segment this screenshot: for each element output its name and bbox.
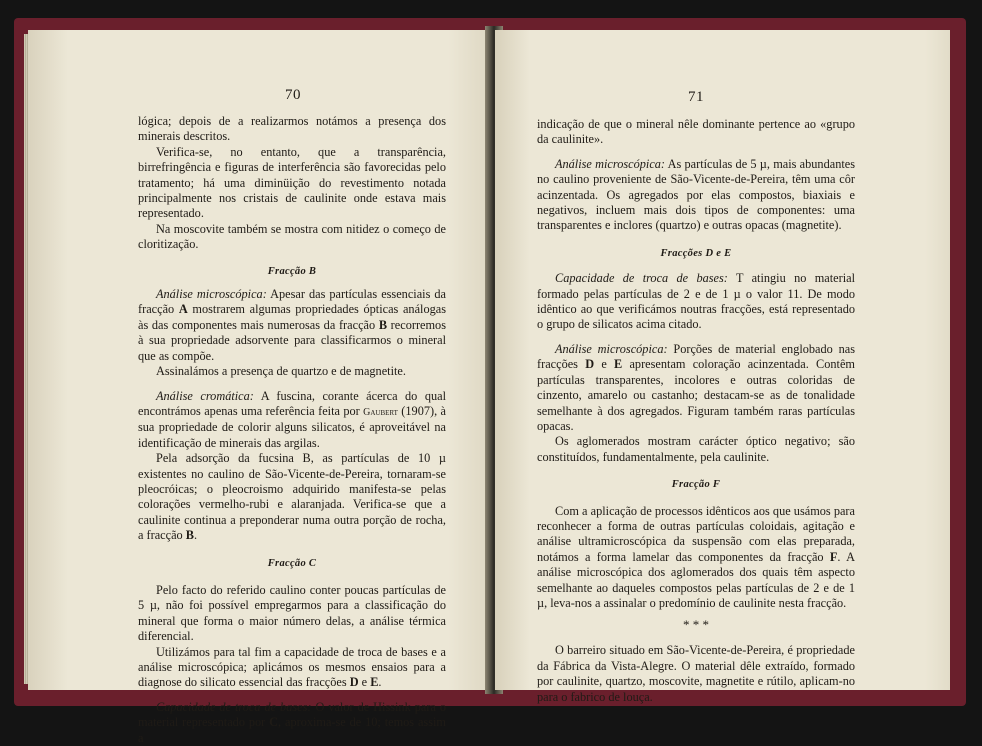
section-heading-fraccao-f: Fracção F [671,479,721,491]
paragraph: Análise microscópica: Apesar das partículas essenciais da fracção A mostrarem algumas propriedades ópticas análogas às das componentes mais numerosas da fracção B recorremos à sua propriedade adsorvente para classificarmos o mineral que as compõe. [138,287,446,363]
right-page-body [537,117,855,705]
paragraph: Utilizámos para tal fim a capacidade de troca de bases e a análise microscópica; aplicámos os mesmos ensaios para a diagnose do silicato essencial das fracções D e E. [138,644,446,690]
page-number-left: 70 [285,87,301,103]
section-heading-fraccao-b: Fracção B [267,265,317,277]
paragraph: lógica; depois de a realizarmos notámos a presença dos minerais descritos. [138,114,446,144]
inline-label: Análise microscópica: [555,156,666,171]
page-number-right: 71 [688,89,704,105]
paragraph: Análise microscópica: Porções de material englobado nas fracções D e E apresentam coloração acinzentada. Contêm partículas transparentes, incolores e outras coloridas de cinzento, amarelo ou castanho; destacam-se as de tonalidade semelhante à dos agregados. Figuram também raras partículas opacas. [537,341,856,433]
left-page-body [138,114,446,746]
inline-label: Capacidade de troca de bases: [555,271,728,286]
inline-label: Análise microscópica: [156,287,267,302]
paragraph: Com a aplicação de processos idênticos aos que usámos para reconhecer a forma de outras partículas coloidais, agitação e análise ultramicroscópica da suspensão com elas preparada, notámos a forma lamelar das componentes da fracção F. A análise microscópica dos aglomerados dos quais têm aspecto semelhante ao daqueles compostos pelas partículas de 2 e de 1 µ, leva-nos a assinalar o predomínio de caulinite nesta fracção. [537,503,855,610]
paragraph: Os aglomerados mostram carácter óptico negativo; são constituídos, fundamentalmente, pela caulinite. [537,434,855,464]
paragraph: Na moscovite também se mostra com nitidez o começo de cloritização. [138,221,446,252]
right-page [495,30,950,704]
section-heading-fraccao-c: Fracção C [267,557,317,569]
left-page [28,30,493,745]
inline-label: Análise microscópica: [555,341,668,356]
section-heading-fraccoes-d-e: Fracções D e E [660,247,732,259]
paragraph: Pelo facto do referido caulino conter poucas partículas de 5 µ, não foi possível empregarmos para a classificação do mineral que forma o maior número delas, a análise térmica diferencial. [138,582,446,644]
inline-label: Análise cromática: [156,388,254,403]
section-separator-stars: * * * [683,617,709,633]
paragraph: O barreiro situado em São-Vicente-de-Pereira, é propriedade da Fábrica da Vista-Alegre. O material dêle extraído, formado por caulinite, quartzo, moscovite, magnetite e rútilo, aplicam-no para o fabrico de louça. [537,643,855,704]
author-name: Gaubert [363,406,398,418]
paragraph: Capacidade de troca de bases: O valor de Hissink para o material representado por C, aproxima-se de 10; temos assim a [138,699,446,745]
paragraph: Capacidade de troca de bases: T atingiu no material formado pelas partículas de 2 e de 1 µ o valor 11. De modo idêntico ao que verificámos noutras fracções, está representado o grupo de silicatos acima citado. [537,271,855,332]
paragraph: Pela adsorção da fucsina B, as partículas de 10 µ existentes no caulino de São-Vicente-de-Pereira, tornaram-se pleocróicas; o pleocroismo adquirido manifesta-se pelas colorações vermelho-rubi e alaranjada. Verifica-se que a caulinite continua a preponderar numa outra porção de rocha, a fracção B. [138,451,446,543]
paragraph: indicação de que o mineral nêle dominante pertence ao «grupo da caulinite». [537,117,855,147]
paragraph: Assinalámos a presença de quartzo e de magnetite. [156,364,406,379]
paragraph: Análise microscópica: As partículas de 5 µ, mais abundantes no caulino proveniente de São-Vicente-de-Pereira, têm uma côr acinzentada. Os agregados por elas compostos, biaxiais e negativos, incluem mais dois tipos de componentes: uma transparentes e inclores (quartzo) e outras opacas (magnetite). [537,156,855,233]
paragraph: Análise cromática: A fuscina, corante ácerca do qual encontrámos apenas uma referência feita por Gaubert (1907), à sua propriedade de colorir alguns silicatos, é aproveitável na identificação de minerais das argilas. [138,388,446,450]
paragraph: Verifica-se, no entanto, que a transparência, birrefringência e figuras de interferência são favorecidas pelo tratamento; há uma diminüição do revestimento notada principalmente nos cristais de caulinite onde estava mais representado. [138,144,446,221]
inline-label: Capacidade de troca de bases: [156,699,312,714]
